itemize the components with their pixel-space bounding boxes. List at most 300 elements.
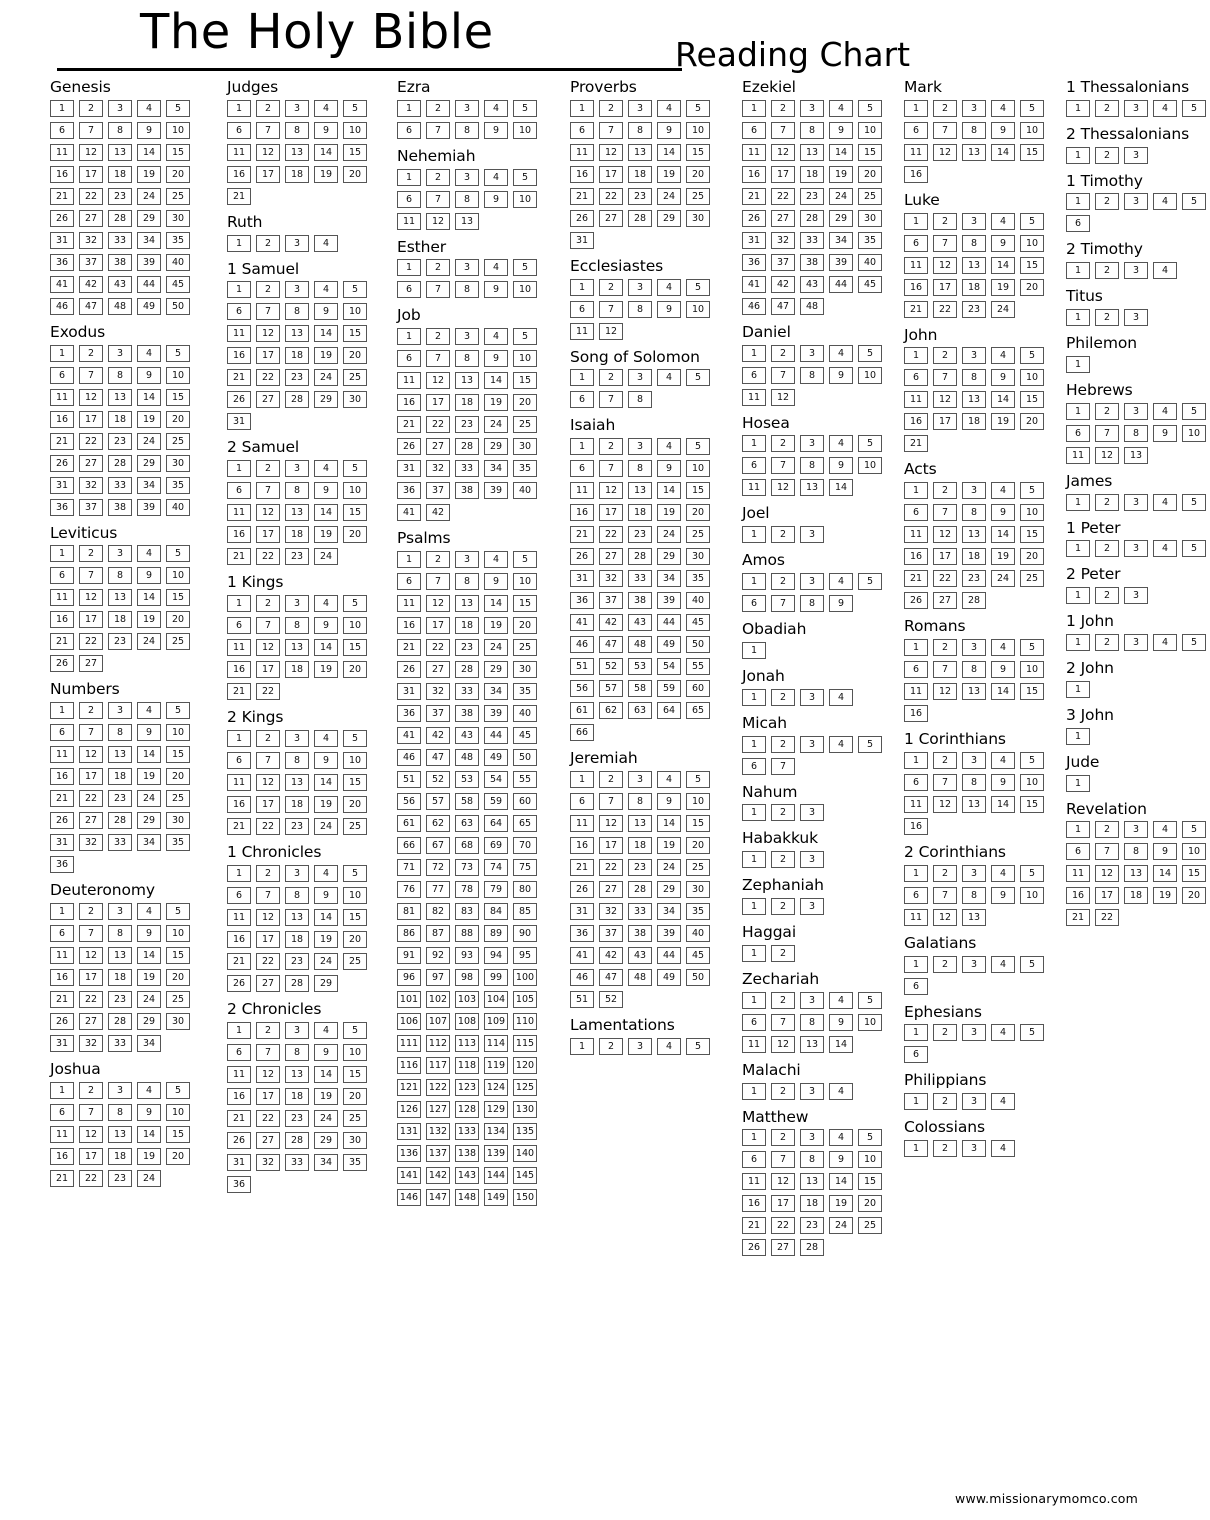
chapter-checkbox[interactable]: 1: [904, 1093, 928, 1110]
chapter-checkbox[interactable]: 10: [1182, 843, 1206, 860]
chapter-checkbox[interactable]: 5: [1182, 193, 1206, 210]
chapter-checkbox[interactable]: 21: [227, 818, 251, 835]
chapter-checkbox[interactable]: 15: [166, 589, 190, 606]
chapter-checkbox[interactable]: 2: [79, 100, 103, 117]
chapter-checkbox[interactable]: 55: [686, 658, 710, 675]
chapter-checkbox[interactable]: 12: [79, 144, 103, 161]
chapter-checkbox[interactable]: 3: [962, 1140, 986, 1157]
chapter-checkbox[interactable]: 18: [962, 548, 986, 565]
chapter-checkbox[interactable]: 13: [962, 683, 986, 700]
chapter-checkbox[interactable]: 102: [426, 991, 450, 1008]
chapter-checkbox[interactable]: 14: [991, 257, 1015, 274]
chapter-checkbox[interactable]: 46: [570, 636, 594, 653]
chapter-checkbox[interactable]: 16: [227, 526, 251, 543]
chapter-checkbox[interactable]: 34: [137, 477, 161, 494]
chapter-checkbox[interactable]: 2: [599, 279, 623, 296]
chapter-checkbox[interactable]: 12: [256, 144, 280, 161]
chapter-checkbox[interactable]: 8: [800, 367, 824, 384]
chapter-checkbox[interactable]: 3: [800, 345, 824, 362]
chapter-checkbox[interactable]: 39: [829, 254, 853, 271]
chapter-checkbox[interactable]: 52: [426, 771, 450, 788]
chapter-checkbox[interactable]: 3: [1124, 262, 1148, 279]
chapter-checkbox[interactable]: 40: [513, 482, 537, 499]
chapter-checkbox[interactable]: 40: [686, 592, 710, 609]
chapter-checkbox[interactable]: 20: [343, 166, 367, 183]
chapter-checkbox[interactable]: 13: [285, 639, 309, 656]
chapter-checkbox[interactable]: 1: [904, 482, 928, 499]
chapter-checkbox[interactable]: 74: [484, 859, 508, 876]
chapter-checkbox[interactable]: 5: [686, 279, 710, 296]
chapter-checkbox[interactable]: 18: [108, 411, 132, 428]
chapter-checkbox[interactable]: 28: [455, 661, 479, 678]
chapter-checkbox[interactable]: 30: [686, 881, 710, 898]
chapter-checkbox[interactable]: 2: [256, 730, 280, 747]
chapter-checkbox[interactable]: 18: [962, 413, 986, 430]
chapter-checkbox[interactable]: 128: [455, 1101, 479, 1118]
chapter-checkbox[interactable]: 18: [285, 661, 309, 678]
chapter-checkbox[interactable]: 10: [1020, 235, 1044, 252]
chapter-checkbox[interactable]: 7: [771, 122, 795, 139]
chapter-checkbox[interactable]: 1: [904, 100, 928, 117]
chapter-checkbox[interactable]: 39: [484, 705, 508, 722]
chapter-checkbox[interactable]: 5: [858, 100, 882, 117]
chapter-checkbox[interactable]: 31: [570, 903, 594, 920]
chapter-checkbox[interactable]: 9: [991, 369, 1015, 386]
chapter-checkbox[interactable]: 90: [513, 925, 537, 942]
chapter-checkbox[interactable]: 6: [742, 367, 766, 384]
chapter-checkbox[interactable]: 7: [256, 617, 280, 634]
chapter-checkbox[interactable]: 25: [343, 953, 367, 970]
chapter-checkbox[interactable]: 21: [227, 683, 251, 700]
chapter-checkbox[interactable]: 2: [599, 100, 623, 117]
chapter-checkbox[interactable]: 142: [426, 1167, 450, 1184]
chapter-checkbox[interactable]: 19: [991, 413, 1015, 430]
chapter-checkbox[interactable]: 106: [397, 1013, 421, 1030]
chapter-checkbox[interactable]: 19: [137, 768, 161, 785]
chapter-checkbox[interactable]: 12: [256, 504, 280, 521]
chapter-checkbox[interactable]: 3: [455, 551, 479, 568]
chapter-checkbox[interactable]: 17: [79, 768, 103, 785]
chapter-checkbox[interactable]: 19: [657, 504, 681, 521]
chapter-checkbox[interactable]: 11: [1066, 865, 1090, 882]
chapter-checkbox[interactable]: 12: [599, 144, 623, 161]
chapter-checkbox[interactable]: 66: [397, 837, 421, 854]
chapter-checkbox[interactable]: 2: [933, 752, 957, 769]
chapter-checkbox[interactable]: 38: [628, 925, 652, 942]
chapter-checkbox[interactable]: 1: [227, 281, 251, 298]
chapter-checkbox[interactable]: 4: [484, 551, 508, 568]
chapter-checkbox[interactable]: 50: [513, 749, 537, 766]
chapter-checkbox[interactable]: 3: [1124, 193, 1148, 210]
chapter-checkbox[interactable]: 19: [829, 1195, 853, 1212]
chapter-checkbox[interactable]: 115: [513, 1035, 537, 1052]
chapter-checkbox[interactable]: 8: [800, 1151, 824, 1168]
chapter-checkbox[interactable]: 3: [962, 482, 986, 499]
chapter-checkbox[interactable]: 14: [829, 479, 853, 496]
chapter-checkbox[interactable]: 76: [397, 881, 421, 898]
chapter-checkbox[interactable]: 21: [227, 188, 251, 205]
chapter-checkbox[interactable]: 9: [137, 925, 161, 942]
chapter-checkbox[interactable]: 9: [137, 122, 161, 139]
chapter-checkbox[interactable]: 33: [108, 232, 132, 249]
chapter-checkbox[interactable]: 10: [166, 925, 190, 942]
chapter-checkbox[interactable]: 4: [314, 595, 338, 612]
chapter-checkbox[interactable]: 36: [50, 499, 74, 516]
chapter-checkbox[interactable]: 11: [570, 482, 594, 499]
chapter-checkbox[interactable]: 38: [800, 254, 824, 271]
chapter-checkbox[interactable]: 8: [455, 191, 479, 208]
chapter-checkbox[interactable]: 5: [858, 573, 882, 590]
chapter-checkbox[interactable]: 22: [79, 188, 103, 205]
chapter-checkbox[interactable]: 8: [800, 122, 824, 139]
chapter-checkbox[interactable]: 26: [397, 661, 421, 678]
chapter-checkbox[interactable]: 2: [771, 435, 795, 452]
chapter-checkbox[interactable]: 4: [314, 865, 338, 882]
chapter-checkbox[interactable]: 9: [314, 617, 338, 634]
chapter-checkbox[interactable]: 7: [256, 482, 280, 499]
chapter-checkbox[interactable]: 3: [800, 689, 824, 706]
chapter-checkbox[interactable]: 18: [962, 279, 986, 296]
chapter-checkbox[interactable]: 23: [108, 790, 132, 807]
chapter-checkbox[interactable]: 1: [742, 689, 766, 706]
chapter-checkbox[interactable]: 7: [256, 752, 280, 769]
chapter-checkbox[interactable]: 24: [991, 301, 1015, 318]
chapter-checkbox[interactable]: 13: [455, 372, 479, 389]
chapter-checkbox[interactable]: 3: [962, 956, 986, 973]
chapter-checkbox[interactable]: 1: [742, 1129, 766, 1146]
chapter-checkbox[interactable]: 5: [166, 345, 190, 362]
chapter-checkbox[interactable]: 8: [285, 122, 309, 139]
chapter-checkbox[interactable]: 5: [686, 438, 710, 455]
chapter-checkbox[interactable]: 15: [1020, 526, 1044, 543]
chapter-checkbox[interactable]: 20: [343, 1088, 367, 1105]
chapter-checkbox[interactable]: 1: [227, 235, 251, 252]
chapter-checkbox[interactable]: 148: [455, 1189, 479, 1206]
chapter-checkbox[interactable]: 28: [108, 455, 132, 472]
chapter-checkbox[interactable]: 6: [904, 122, 928, 139]
chapter-checkbox[interactable]: 11: [570, 323, 594, 340]
chapter-checkbox[interactable]: 35: [166, 834, 190, 851]
chapter-checkbox[interactable]: 36: [742, 254, 766, 271]
chapter-checkbox[interactable]: 49: [657, 636, 681, 653]
chapter-checkbox[interactable]: 32: [79, 232, 103, 249]
chapter-checkbox[interactable]: 30: [686, 548, 710, 565]
chapter-checkbox[interactable]: 1: [742, 642, 766, 659]
chapter-checkbox[interactable]: 4: [657, 771, 681, 788]
chapter-checkbox[interactable]: 30: [343, 1132, 367, 1149]
chapter-checkbox[interactable]: 11: [904, 257, 928, 274]
chapter-checkbox[interactable]: 6: [50, 724, 74, 741]
chapter-checkbox[interactable]: 15: [166, 389, 190, 406]
chapter-checkbox[interactable]: 19: [314, 526, 338, 543]
chapter-checkbox[interactable]: 16: [50, 1148, 74, 1165]
chapter-checkbox[interactable]: 4: [314, 730, 338, 747]
chapter-checkbox[interactable]: 21: [50, 433, 74, 450]
chapter-checkbox[interactable]: 18: [285, 1088, 309, 1105]
chapter-checkbox[interactable]: 36: [227, 1176, 251, 1193]
chapter-checkbox[interactable]: 4: [829, 100, 853, 117]
chapter-checkbox[interactable]: 14: [314, 1066, 338, 1083]
chapter-checkbox[interactable]: 27: [79, 812, 103, 829]
chapter-checkbox[interactable]: 27: [79, 455, 103, 472]
chapter-checkbox[interactable]: 3: [962, 865, 986, 882]
chapter-checkbox[interactable]: 23: [455, 639, 479, 656]
chapter-checkbox[interactable]: 7: [771, 367, 795, 384]
chapter-checkbox[interactable]: 23: [800, 188, 824, 205]
chapter-checkbox[interactable]: 2: [771, 945, 795, 962]
chapter-checkbox[interactable]: 10: [1020, 504, 1044, 521]
chapter-checkbox[interactable]: 17: [79, 166, 103, 183]
chapter-checkbox[interactable]: 3: [455, 100, 479, 117]
chapter-checkbox[interactable]: 101: [397, 991, 421, 1008]
chapter-checkbox[interactable]: 35: [166, 477, 190, 494]
chapter-checkbox[interactable]: 9: [991, 235, 1015, 252]
chapter-checkbox[interactable]: 2: [426, 100, 450, 117]
chapter-checkbox[interactable]: 20: [1020, 413, 1044, 430]
chapter-checkbox[interactable]: 23: [455, 416, 479, 433]
chapter-checkbox[interactable]: 61: [570, 702, 594, 719]
chapter-checkbox[interactable]: 21: [570, 526, 594, 543]
chapter-checkbox[interactable]: 19: [137, 1148, 161, 1165]
chapter-checkbox[interactable]: 14: [314, 909, 338, 926]
chapter-checkbox[interactable]: 25: [686, 188, 710, 205]
chapter-checkbox[interactable]: 5: [166, 545, 190, 562]
chapter-checkbox[interactable]: 14: [137, 144, 161, 161]
chapter-checkbox[interactable]: 16: [50, 768, 74, 785]
chapter-checkbox[interactable]: 3: [1124, 587, 1148, 604]
chapter-checkbox[interactable]: 20: [1020, 279, 1044, 296]
chapter-checkbox[interactable]: 21: [397, 639, 421, 656]
chapter-checkbox[interactable]: 96: [397, 969, 421, 986]
chapter-checkbox[interactable]: 14: [137, 389, 161, 406]
chapter-checkbox[interactable]: 24: [657, 188, 681, 205]
chapter-checkbox[interactable]: 22: [426, 416, 450, 433]
chapter-checkbox[interactable]: 3: [800, 992, 824, 1009]
chapter-checkbox[interactable]: 30: [166, 1013, 190, 1030]
chapter-checkbox[interactable]: 12: [771, 479, 795, 496]
chapter-checkbox[interactable]: 8: [455, 350, 479, 367]
chapter-checkbox[interactable]: 1: [742, 345, 766, 362]
chapter-checkbox[interactable]: 26: [570, 548, 594, 565]
chapter-checkbox[interactable]: 14: [829, 1173, 853, 1190]
chapter-checkbox[interactable]: 2: [1095, 262, 1119, 279]
chapter-checkbox[interactable]: 83: [455, 903, 479, 920]
chapter-checkbox[interactable]: 2: [771, 992, 795, 1009]
chapter-checkbox[interactable]: 11: [227, 639, 251, 656]
chapter-checkbox[interactable]: 5: [686, 771, 710, 788]
chapter-checkbox[interactable]: 1: [904, 639, 928, 656]
chapter-checkbox[interactable]: 24: [137, 790, 161, 807]
chapter-checkbox[interactable]: 13: [962, 144, 986, 161]
chapter-checkbox[interactable]: 33: [285, 1154, 309, 1171]
chapter-checkbox[interactable]: 7: [426, 573, 450, 590]
chapter-checkbox[interactable]: 2: [771, 526, 795, 543]
chapter-checkbox[interactable]: 6: [50, 925, 74, 942]
chapter-checkbox[interactable]: 12: [771, 389, 795, 406]
chapter-checkbox[interactable]: 20: [858, 1195, 882, 1212]
chapter-checkbox[interactable]: 41: [570, 614, 594, 631]
chapter-checkbox[interactable]: 3: [962, 752, 986, 769]
chapter-checkbox[interactable]: 4: [137, 545, 161, 562]
chapter-checkbox[interactable]: 6: [570, 391, 594, 408]
chapter-checkbox[interactable]: 20: [166, 411, 190, 428]
chapter-checkbox[interactable]: 5: [166, 702, 190, 719]
chapter-checkbox[interactable]: 25: [858, 1217, 882, 1234]
chapter-checkbox[interactable]: 41: [397, 727, 421, 744]
chapter-checkbox[interactable]: 20: [1020, 548, 1044, 565]
chapter-checkbox[interactable]: 38: [628, 592, 652, 609]
chapter-checkbox[interactable]: 112: [426, 1035, 450, 1052]
chapter-checkbox[interactable]: 30: [513, 438, 537, 455]
chapter-checkbox[interactable]: 24: [484, 416, 508, 433]
chapter-checkbox[interactable]: 8: [628, 122, 652, 139]
chapter-checkbox[interactable]: 147: [426, 1189, 450, 1206]
chapter-checkbox[interactable]: 14: [137, 947, 161, 964]
chapter-checkbox[interactable]: 3: [962, 1024, 986, 1041]
chapter-checkbox[interactable]: 6: [397, 122, 421, 139]
chapter-checkbox[interactable]: 18: [108, 611, 132, 628]
chapter-checkbox[interactable]: 10: [513, 191, 537, 208]
chapter-checkbox[interactable]: 16: [570, 504, 594, 521]
chapter-checkbox[interactable]: 5: [513, 328, 537, 345]
chapter-checkbox[interactable]: 14: [314, 144, 338, 161]
chapter-checkbox[interactable]: 2: [1095, 587, 1119, 604]
chapter-checkbox[interactable]: 28: [285, 975, 309, 992]
chapter-checkbox[interactable]: 10: [858, 1151, 882, 1168]
chapter-checkbox[interactable]: 13: [285, 774, 309, 791]
chapter-checkbox[interactable]: 16: [397, 617, 421, 634]
chapter-checkbox[interactable]: 17: [599, 166, 623, 183]
chapter-checkbox[interactable]: 15: [343, 639, 367, 656]
chapter-checkbox[interactable]: 15: [343, 1066, 367, 1083]
chapter-checkbox[interactable]: 7: [933, 887, 957, 904]
chapter-checkbox[interactable]: 2: [933, 956, 957, 973]
chapter-checkbox[interactable]: 5: [1182, 634, 1206, 651]
chapter-checkbox[interactable]: 5: [343, 1022, 367, 1039]
chapter-checkbox[interactable]: 16: [570, 166, 594, 183]
chapter-checkbox[interactable]: 4: [991, 752, 1015, 769]
chapter-checkbox[interactable]: 26: [742, 1239, 766, 1256]
chapter-checkbox[interactable]: 11: [227, 909, 251, 926]
chapter-checkbox[interactable]: 15: [858, 1173, 882, 1190]
chapter-checkbox[interactable]: 26: [570, 881, 594, 898]
chapter-checkbox[interactable]: 31: [227, 413, 251, 430]
chapter-checkbox[interactable]: 20: [686, 837, 710, 854]
chapter-checkbox[interactable]: 4: [314, 1022, 338, 1039]
chapter-checkbox[interactable]: 4: [484, 328, 508, 345]
chapter-checkbox[interactable]: 33: [455, 460, 479, 477]
chapter-checkbox[interactable]: 14: [484, 595, 508, 612]
chapter-checkbox[interactable]: 13: [962, 257, 986, 274]
chapter-checkbox[interactable]: 19: [657, 166, 681, 183]
chapter-checkbox[interactable]: 69: [484, 837, 508, 854]
chapter-checkbox[interactable]: 9: [829, 1151, 853, 1168]
chapter-checkbox[interactable]: 48: [628, 636, 652, 653]
chapter-checkbox[interactable]: 1: [50, 345, 74, 362]
chapter-checkbox[interactable]: 27: [79, 655, 103, 672]
chapter-checkbox[interactable]: 14: [484, 372, 508, 389]
chapter-checkbox[interactable]: 19: [991, 548, 1015, 565]
chapter-checkbox[interactable]: 21: [50, 991, 74, 1008]
chapter-checkbox[interactable]: 24: [137, 188, 161, 205]
chapter-checkbox[interactable]: 2: [933, 347, 957, 364]
chapter-checkbox[interactable]: 32: [771, 232, 795, 249]
chapter-checkbox[interactable]: 11: [50, 389, 74, 406]
chapter-checkbox[interactable]: 63: [455, 815, 479, 832]
chapter-checkbox[interactable]: 8: [962, 235, 986, 252]
chapter-checkbox[interactable]: 17: [426, 394, 450, 411]
chapter-checkbox[interactable]: 19: [484, 394, 508, 411]
chapter-checkbox[interactable]: 10: [513, 350, 537, 367]
chapter-checkbox[interactable]: 48: [800, 298, 824, 315]
chapter-checkbox[interactable]: 2: [771, 1083, 795, 1100]
chapter-checkbox[interactable]: 25: [686, 526, 710, 543]
chapter-checkbox[interactable]: 23: [285, 548, 309, 565]
chapter-checkbox[interactable]: 114: [484, 1035, 508, 1052]
chapter-checkbox[interactable]: 17: [256, 1088, 280, 1105]
chapter-checkbox[interactable]: 3: [455, 259, 479, 276]
chapter-checkbox[interactable]: 34: [137, 1035, 161, 1052]
chapter-checkbox[interactable]: 20: [343, 347, 367, 364]
chapter-checkbox[interactable]: 84: [484, 903, 508, 920]
chapter-checkbox[interactable]: 19: [484, 617, 508, 634]
chapter-checkbox[interactable]: 99: [484, 969, 508, 986]
chapter-checkbox[interactable]: 62: [426, 815, 450, 832]
chapter-checkbox[interactable]: 11: [904, 683, 928, 700]
chapter-checkbox[interactable]: 29: [137, 210, 161, 227]
chapter-checkbox[interactable]: 9: [991, 774, 1015, 791]
chapter-checkbox[interactable]: 3: [800, 526, 824, 543]
chapter-checkbox[interactable]: 21: [227, 1110, 251, 1127]
chapter-checkbox[interactable]: 6: [742, 758, 766, 775]
chapter-checkbox[interactable]: 33: [800, 232, 824, 249]
chapter-checkbox[interactable]: 24: [137, 991, 161, 1008]
chapter-checkbox[interactable]: 5: [166, 1082, 190, 1099]
chapter-checkbox[interactable]: 8: [962, 887, 986, 904]
chapter-checkbox[interactable]: 1: [1066, 309, 1090, 326]
chapter-checkbox[interactable]: 51: [570, 991, 594, 1008]
chapter-checkbox[interactable]: 11: [227, 325, 251, 342]
chapter-checkbox[interactable]: 10: [858, 457, 882, 474]
chapter-checkbox[interactable]: 15: [343, 774, 367, 791]
chapter-checkbox[interactable]: 3: [108, 1082, 132, 1099]
chapter-checkbox[interactable]: 10: [343, 303, 367, 320]
chapter-checkbox[interactable]: 19: [1153, 887, 1177, 904]
chapter-checkbox[interactable]: 22: [79, 633, 103, 650]
chapter-checkbox[interactable]: 60: [686, 680, 710, 697]
chapter-checkbox[interactable]: 52: [599, 658, 623, 675]
chapter-checkbox[interactable]: 37: [771, 254, 795, 271]
chapter-checkbox[interactable]: 58: [628, 680, 652, 697]
chapter-checkbox[interactable]: 12: [771, 1036, 795, 1053]
chapter-checkbox[interactable]: 77: [426, 881, 450, 898]
chapter-checkbox[interactable]: 14: [137, 746, 161, 763]
chapter-checkbox[interactable]: 50: [686, 636, 710, 653]
chapter-checkbox[interactable]: 5: [686, 1038, 710, 1055]
chapter-checkbox[interactable]: 33: [108, 834, 132, 851]
chapter-checkbox[interactable]: 20: [513, 617, 537, 634]
chapter-checkbox[interactable]: 97: [426, 969, 450, 986]
chapter-checkbox[interactable]: 27: [79, 210, 103, 227]
chapter-checkbox[interactable]: 21: [904, 435, 928, 452]
chapter-checkbox[interactable]: 4: [829, 345, 853, 362]
chapter-checkbox[interactable]: 4: [657, 100, 681, 117]
chapter-checkbox[interactable]: 40: [166, 499, 190, 516]
chapter-checkbox[interactable]: 1: [570, 369, 594, 386]
chapter-checkbox[interactable]: 1: [742, 992, 766, 1009]
chapter-checkbox[interactable]: 3: [285, 235, 309, 252]
chapter-checkbox[interactable]: 11: [742, 1036, 766, 1053]
